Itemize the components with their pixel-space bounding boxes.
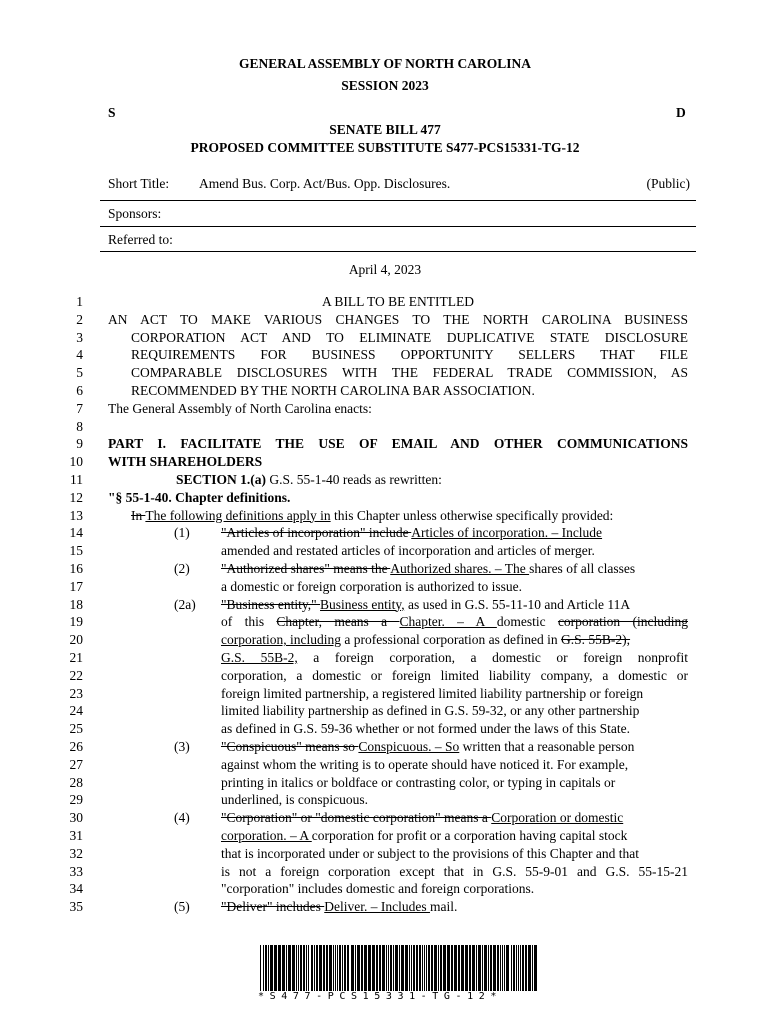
line-number: 4 (76, 347, 83, 363)
barcode-bar (296, 945, 297, 991)
barcode-bar (472, 945, 475, 991)
text-run: as used in G.S. 55-11-10 and Article 11A (404, 596, 631, 612)
line-number: 24 (69, 703, 83, 719)
line-number: 26 (69, 738, 83, 754)
barcode-bar (454, 945, 457, 991)
line-number: 5 (76, 365, 83, 381)
barcode-bar (274, 945, 277, 991)
barcode-bar (303, 945, 305, 991)
barcode-bar (469, 945, 471, 991)
line-text (221, 649, 688, 667)
bill-line (0, 720, 770, 738)
barcode-bar (440, 945, 442, 991)
bill-line (0, 400, 770, 418)
text-run: domestic (496, 614, 558, 630)
divider (100, 251, 696, 252)
line-number: 15 (69, 543, 83, 559)
text-run: written that a reasonable person (459, 738, 635, 754)
line-text (108, 400, 372, 418)
barcode-bar (372, 945, 375, 991)
line-text (221, 524, 602, 542)
text-run: this Chapter unless otherwise specifically provided: (330, 507, 614, 523)
barcode-bar (335, 945, 336, 991)
barcode-bar (268, 945, 269, 991)
text-run: corporation, a domestic or foreign limited liability company, a domestic or (221, 667, 688, 683)
text-run: The General Assembly of North Carolina enacts: (108, 400, 372, 416)
barcode-bar (333, 945, 334, 991)
inserted-text: G.S. 55B-2, (221, 649, 298, 665)
barcode-bar (386, 945, 387, 991)
barcode-bar (314, 945, 315, 991)
line-text (221, 880, 534, 898)
line-number: 30 (69, 810, 83, 826)
bill-line (0, 329, 770, 347)
barcode-bar (316, 945, 318, 991)
line-text (221, 845, 639, 863)
inserted-text: corporation, including (221, 632, 341, 648)
line-number: 29 (69, 792, 83, 808)
barcode (258, 945, 540, 1002)
bill-line (0, 418, 770, 436)
divider (100, 226, 696, 227)
barcode-bar (434, 945, 437, 991)
barcode-bar (447, 945, 450, 991)
text-run: amended and restated articles of incorporation and articles of merger. (221, 543, 595, 559)
barcode-bar (413, 945, 415, 991)
bill-line (0, 364, 770, 382)
barcode-bar (323, 945, 325, 991)
barcode-bar (263, 945, 264, 991)
public-label: (Public) (646, 176, 690, 191)
short-title-row (108, 176, 690, 192)
line-text (221, 542, 595, 560)
inserted-text: corporation. – A (221, 827, 312, 843)
line-text (221, 791, 368, 809)
bill-line (0, 791, 770, 809)
bill-line (0, 507, 770, 525)
line-number: 32 (69, 845, 83, 861)
barcode-bar (532, 945, 533, 991)
barcode-bar (329, 945, 332, 991)
text-run: RECOMMENDED BY THE NORTH CAROLINA BAR ASSOCIATION. (131, 382, 535, 398)
barcode-bar (525, 945, 527, 991)
bill-line (0, 613, 770, 631)
text-run: foreign limited partnership, a registered limited liability partnership or foreign (221, 685, 644, 701)
barcode-bar (265, 945, 267, 991)
text-run: mail. (429, 899, 458, 915)
barcode-bar (347, 945, 349, 991)
bill-line (0, 649, 770, 667)
barcode-bar (451, 945, 453, 991)
bill-line (0, 774, 770, 792)
line-text (108, 489, 290, 507)
text-run: a domestic or foreign corporation is authorized to issue. (221, 578, 523, 594)
line-number: 10 (69, 454, 83, 470)
line-text (221, 613, 688, 631)
substitute-title: PROPOSED COMMITTEE SUBSTITUTE S477-PCS15331-TG-12 (190, 140, 580, 155)
line-number: 6 (76, 382, 83, 398)
barcode-bar (382, 945, 385, 991)
line-text (131, 346, 688, 364)
barcode-bar (337, 945, 338, 991)
line-text (131, 364, 688, 382)
subdivision-label: (2a) (174, 596, 196, 612)
line-text (131, 329, 688, 347)
bill-line (0, 845, 770, 863)
barcode-bar (443, 945, 446, 991)
bill-line (0, 738, 770, 756)
line-number: 17 (69, 578, 83, 594)
barcode-bar (368, 945, 371, 991)
barcode-bar (493, 945, 496, 991)
barcode-bar (465, 945, 468, 991)
line-text (221, 685, 643, 703)
text-run: SECTION 1.(a) (176, 471, 267, 487)
barcode-bar (342, 945, 343, 991)
line-text (221, 631, 630, 649)
bill-line (0, 453, 770, 471)
line-number: 25 (69, 721, 83, 737)
text-run: REQUIREMENTS FOR BUSINESS OPPORTUNITY SELLERS THAT FILE (131, 347, 688, 363)
barcode-caption: *S477-PCS15331-TG-12* (258, 991, 503, 1002)
deleted-text: "Conspicuous" means so (221, 738, 359, 754)
line-text (108, 435, 688, 453)
text-run: a professional corporation as defined in (340, 632, 562, 648)
bill-line (0, 667, 770, 685)
text-run: AN ACT TO MAKE VARIOUS CHANGES TO THE NORTH CAROLINA BUSINESS (108, 311, 688, 327)
line-number: 22 (69, 667, 83, 683)
barcode-bar (286, 945, 287, 991)
line-number: 35 (69, 899, 83, 915)
barcode-bar (461, 945, 464, 991)
assembly-title: GENERAL ASSEMBLY OF NORTH CAROLINA (238, 56, 532, 71)
line-number: 18 (69, 596, 83, 612)
barcode-bar (504, 945, 505, 991)
line-number: 31 (69, 827, 83, 843)
divider (100, 200, 696, 201)
barcode-bar (379, 945, 381, 991)
line-text (221, 898, 457, 916)
barcode-bar (484, 945, 487, 991)
line-number: 19 (69, 614, 83, 630)
line-text (131, 507, 613, 525)
text-run: PART I. FACILITATE THE USE OF EMAIL AND OTHER COMMUNICATIONS (108, 436, 688, 452)
text-run: printing in italics or boldface or contrasting color, or typing in capitals or (221, 774, 616, 790)
deleted-text: corporation (including (557, 614, 688, 630)
barcode-bar (401, 945, 404, 991)
line-text (221, 863, 688, 881)
inserted-text: Articles of incorporation. – Include (411, 525, 603, 541)
text-run: of this (221, 614, 277, 630)
line-text (221, 702, 639, 720)
bill-line (0, 293, 770, 311)
line-text (221, 667, 688, 685)
bill-line (0, 382, 770, 400)
deleted-text: "Articles of incorporation" include (221, 525, 412, 541)
barcode-bar (511, 945, 512, 991)
bill-line (0, 880, 770, 898)
bill-line (0, 827, 770, 845)
barcode-bar (520, 945, 521, 991)
line-number: 1 (76, 294, 83, 309)
barcode-bar (422, 945, 423, 991)
inserted-text: Authorized shares. – The (390, 560, 530, 576)
barcode-bar (344, 945, 346, 991)
barcode-bar (534, 945, 537, 991)
barcode-bar (390, 945, 392, 991)
barcode-bar (506, 945, 509, 991)
line-number: 7 (76, 400, 83, 416)
line-number: 2 (76, 311, 83, 327)
barcode-bar (326, 945, 328, 991)
text-run: a foreign corporation, a domestic or foreign nonprofit (297, 649, 688, 665)
chamber-right: D (676, 105, 686, 120)
barcode-bar (308, 945, 309, 991)
barcode-bar (424, 945, 425, 991)
bill-line (0, 542, 770, 560)
barcode-bar (416, 945, 418, 991)
barcode-bar (502, 945, 503, 991)
barcode-bar (431, 945, 433, 991)
barcode-bar (458, 945, 460, 991)
bill-line (0, 346, 770, 364)
line-number: 12 (69, 489, 83, 505)
line-number: 33 (69, 863, 83, 879)
barcode-bar (393, 945, 394, 991)
line-text (221, 560, 635, 578)
barcode-bar (376, 945, 378, 991)
bill-line (0, 560, 770, 578)
bill-line (0, 809, 770, 827)
line-text (108, 453, 262, 471)
line-number: 28 (69, 774, 83, 790)
barcode-bar (522, 945, 524, 991)
line-number: 27 (69, 756, 83, 772)
bill-line (0, 578, 770, 596)
barcode-bar (306, 945, 307, 991)
chamber-left: S (108, 105, 116, 120)
barcode-bar (298, 945, 299, 991)
barcode-bar (488, 945, 489, 991)
text-run: G.S. 55-1-40 reads as rewritten: (266, 471, 442, 487)
barcode-bar (405, 945, 408, 991)
bill-line (0, 435, 770, 453)
barcode-bar (364, 945, 367, 991)
barcode-bar (490, 945, 492, 991)
barcode-graphic (258, 945, 540, 991)
deleted-text: In (131, 507, 146, 523)
barcode-bar (319, 945, 322, 991)
text-run: against whom the writing is to operate should have noticed it. For example, (221, 756, 629, 772)
subdivision-label: (1) (174, 525, 190, 541)
line-text (221, 720, 630, 738)
line-text (221, 827, 627, 845)
text-run: COMPARABLE DISCLOSURES WITH THE FEDERAL TRADE COMMISSION, AS (131, 365, 688, 381)
bill-line (0, 471, 770, 489)
line-number: 8 (76, 418, 83, 434)
text-run: that is incorporated under or subject to the provisions of this Chapter and that (221, 845, 640, 861)
barcode-bar (395, 945, 398, 991)
barcode-bar (399, 945, 400, 991)
barcode-bar (419, 945, 421, 991)
bill-line (0, 863, 770, 881)
barcode-bar (516, 945, 517, 991)
subdivision-label: (3) (174, 738, 190, 754)
text-run: shares of all classes (529, 560, 636, 576)
bill-line (0, 898, 770, 916)
barcode-bar (357, 945, 360, 991)
bill-line (0, 596, 770, 614)
deleted-text: Chapter, means a (276, 614, 400, 630)
barcode-bar (292, 945, 295, 991)
subdivision-label: (5) (174, 899, 190, 915)
barcode-bar (409, 945, 410, 991)
referred-label: Referred to: (108, 232, 173, 247)
line-text (108, 311, 688, 329)
barcode-bar (361, 945, 363, 991)
bill-line (0, 489, 770, 507)
barcode-bar (476, 945, 477, 991)
bill-date: April 4, 2023 (348, 262, 422, 277)
inserted-text: Conspicuous. – So (358, 738, 460, 754)
sponsors-label: Sponsors: (108, 206, 162, 221)
barcode-bar (482, 945, 483, 991)
line-number: 20 (69, 632, 83, 648)
text-run: is not a foreign corporation except that in G.S. 55-9-01 and G.S. 55-15-21 (221, 863, 688, 879)
line-number: 3 (76, 329, 83, 345)
text-run: limited liability partnership as defined in G.S. 59-32, or any other partnership (221, 703, 640, 719)
line-number: 9 (76, 436, 83, 452)
barcode-bar (270, 945, 273, 991)
deleted-text: "Business entity," (221, 596, 321, 612)
barcode-bar (288, 945, 291, 991)
line-text (131, 382, 535, 400)
barcode-bar (500, 945, 501, 991)
bill-line (0, 702, 770, 720)
line-text (221, 578, 522, 596)
text-run: as defined in G.S. 59-36 whether or not formed under the laws of this State. (221, 721, 631, 737)
barcode-bar (388, 945, 389, 991)
line-text (221, 774, 615, 792)
deleted-text: "Deliver" includes (221, 899, 325, 915)
barcode-bar (497, 945, 499, 991)
bill-line (0, 685, 770, 703)
subdivision-label: (2) (174, 560, 190, 576)
barcode-bar (339, 945, 341, 991)
barcode-bar (428, 945, 430, 991)
line-text (108, 293, 688, 311)
text-run: A BILL TO BE ENTITLED (322, 294, 474, 309)
line-number: 23 (69, 685, 83, 701)
bill-line (0, 631, 770, 649)
barcode-bar (518, 945, 519, 991)
inserted-text: The following definitions apply in (145, 507, 331, 523)
barcode-bar (311, 945, 313, 991)
text-run: WITH SHAREHOLDERS (108, 454, 263, 470)
line-number: 13 (69, 507, 83, 523)
barcode-bar (351, 945, 354, 991)
bill-text (0, 293, 770, 916)
inserted-text: Business entity, (320, 596, 405, 612)
line-number: 11 (70, 471, 83, 487)
barcode-bar (278, 945, 281, 991)
line-text (176, 471, 442, 489)
deleted-text: "Authorized shares" means the (221, 560, 391, 576)
short-title-value: Amend Bus. Corp. Act/Bus. Opp. Disclosures. (199, 176, 451, 191)
line-number: 21 (69, 649, 83, 665)
line-number: 14 (69, 525, 83, 541)
text-run: CORPORATION ACT AND TO ELIMINATE DUPLICATIVE STATE DISCLOSURE (131, 329, 688, 345)
inserted-text: Deliver. – Includes (324, 899, 430, 915)
text-run: "§ 55-1-40. Chapter definitions. (108, 489, 291, 505)
text-run: underlined, is conspicuous. (221, 792, 368, 808)
barcode-bar (478, 945, 481, 991)
subdivision-label: (4) (174, 810, 190, 826)
barcode-bar (426, 945, 427, 991)
inserted-text: Chapter. – A (399, 614, 497, 630)
line-text (221, 596, 630, 614)
barcode-bar (528, 945, 531, 991)
line-number: 34 (69, 881, 83, 897)
line-text (221, 756, 628, 774)
deleted-text: "Corporation" or "domestic corporation" means a (221, 810, 492, 826)
short-title-label: Short Title: (108, 176, 170, 191)
bill-number: SENATE BILL 477 (329, 122, 441, 137)
line-number: 16 (69, 560, 83, 576)
line-text (221, 738, 634, 756)
barcode-bar (355, 945, 356, 991)
inserted-text: Corporation or domestic (491, 810, 624, 826)
bill-line (0, 311, 770, 329)
bill-line (0, 756, 770, 774)
session-title: SESSION 2023 (341, 78, 429, 93)
barcode-bar (513, 945, 515, 991)
barcode-bar (411, 945, 412, 991)
barcode-bar (300, 945, 302, 991)
barcode-bar (438, 945, 439, 991)
bill-line (0, 524, 770, 542)
text-run: corporation for profit or a corporation having capital stock (311, 827, 628, 843)
barcode-bar (282, 945, 285, 991)
line-text (221, 809, 623, 827)
barcode-bar (260, 945, 261, 991)
text-run: "corporation" includes domestic and foreign corporations. (221, 881, 535, 897)
deleted-text: G.S. 55B-2), (561, 632, 631, 648)
